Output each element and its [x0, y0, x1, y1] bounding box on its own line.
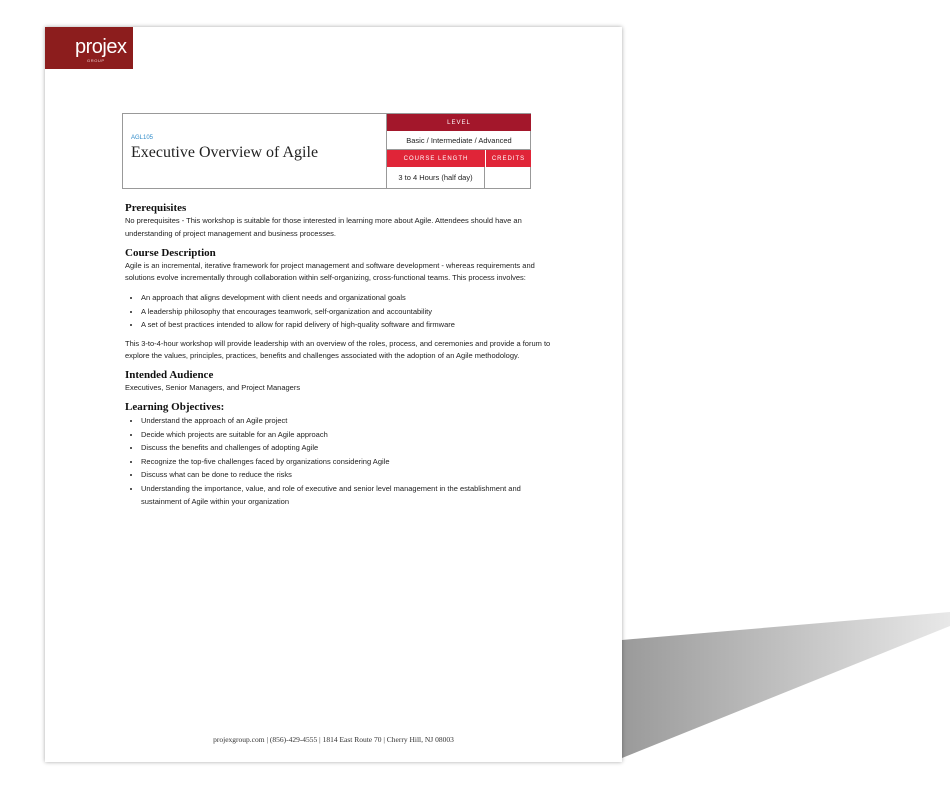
course-code: AGL105 [131, 135, 154, 141]
page-footer: projexgroup.com | (856)-429-4555 | 1814 East Route 70 | Cherry Hill, NJ 08003 [213, 735, 454, 744]
course-header [122, 113, 531, 189]
course-length-header: COURSE LENGTH [387, 150, 485, 167]
audience-heading: Intended Audience [125, 369, 214, 382]
projex-logo [45, 27, 133, 69]
list-item: • Discuss the benefits and challenges of adopting Agile [141, 441, 555, 455]
list-item: • Recognize the top-five challenges faced by organizations considering Agile [141, 455, 555, 469]
course-content [125, 202, 555, 515]
list-item: • Discuss what can be done to reduce the risks [141, 468, 555, 482]
audience-text: Executives, Senior Managers, and Project Managers [125, 383, 301, 393]
credits-value [485, 167, 531, 188]
course-title: Executive Overview of Agile [131, 144, 319, 161]
logo-brand: projex [75, 36, 127, 58]
audience-section [125, 369, 555, 395]
description-section [125, 247, 555, 364]
list-item: • An approach that aligns development with client needs and organizational goals [141, 291, 555, 305]
list-item: • A set of best practices intended to allow for rapid delivery of high-quality software and firmware [141, 318, 555, 332]
description-heading: Course Description [125, 246, 216, 259]
objectives-heading: Learning Objectives: [125, 401, 225, 414]
objectives-list [125, 414, 555, 509]
course-info-table [386, 114, 531, 188]
list-item: • Decide which projects are suitable for an Agile approach [141, 428, 555, 442]
prerequisites-section [125, 202, 555, 241]
document-page [45, 27, 622, 762]
objectives-section [125, 401, 555, 509]
description-outro: This 3-to-4-hour workshop will provide leadership with an overview of the roles, process, and ceremonies and provide a forum to explore the values, principles, practices, benefits and challenges associated with the adoption of an Agile methodology. [125, 338, 551, 361]
level-value: Basic / Intermediate / Advanced [387, 131, 531, 150]
list-item: • Understanding the importance, value, and role of executive and senior level management in the establishment and sustainment of Agile within your organization [141, 482, 555, 509]
list-item: • A leadership philosophy that encourages teamwork, self-organization and accountability [141, 305, 555, 319]
description-intro: Agile is an incremental, iterative framework for project management and software development - whereas requirements and solutions evolve incrementally through collaboration within self-organizing, cross-functional teams. This process involves: [125, 260, 535, 283]
prerequisites-text: No prerequisites - This workshop is suitable for those interested in learning more about Agile. Attendees should have an understanding of project management and business processes. [125, 216, 522, 238]
credits-header: CREDITS [485, 150, 531, 167]
list-item: • Understand the approach of an Agile project [141, 414, 555, 428]
logo-group: GROUP [87, 58, 105, 63]
description-list [125, 291, 555, 332]
level-header: LEVEL [387, 114, 531, 131]
prerequisites-heading: Prerequisites [125, 202, 187, 214]
course-length-value: 3 to 4 Hours (half day) [387, 167, 485, 188]
